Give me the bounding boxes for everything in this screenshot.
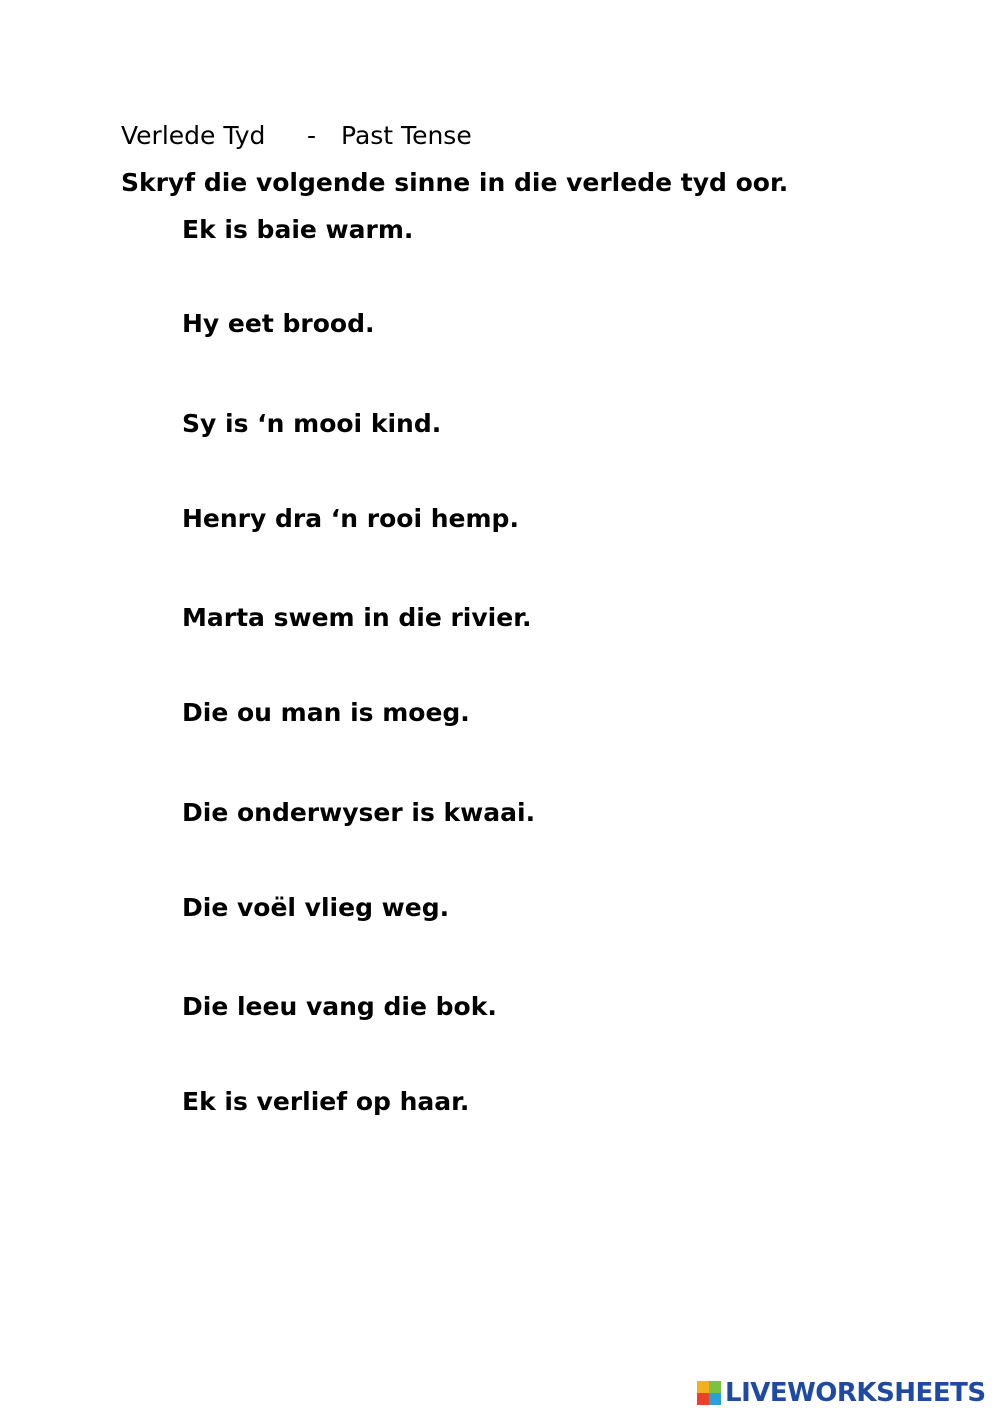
question-text: Sy is ‘n mooi kind. xyxy=(182,409,442,438)
question-text: Marta swem in die rivier. xyxy=(182,603,532,632)
question-text: Ek is baie warm. xyxy=(182,215,414,244)
question-text: Die onderwyser is kwaai. xyxy=(182,798,536,827)
question-text: Die leeu vang die bok. xyxy=(182,992,497,1021)
title-english: Past Tense xyxy=(341,121,472,150)
question-text: Die voël vlieg weg. xyxy=(182,893,450,922)
liveworksheets-logo-icon xyxy=(697,1381,721,1405)
title-afrikaans: Verlede Tyd xyxy=(121,121,266,150)
question-text: Ek is verlief op haar. xyxy=(182,1087,470,1116)
question-text: Henry dra ‘n rooi hemp. xyxy=(182,504,519,533)
logo-square-l xyxy=(697,1381,709,1393)
liveworksheets-logo xyxy=(697,1378,986,1408)
title-dash: - xyxy=(307,121,317,150)
logo-square-i xyxy=(709,1381,721,1393)
logo-wordmark: LIVEWORKSHEETS xyxy=(725,1378,986,1408)
instruction-text: Skryf die volgende sinne in die verlede tyd oor. xyxy=(121,168,789,197)
question-text: Die ou man is moeg. xyxy=(182,698,470,727)
logo-square-e xyxy=(709,1393,721,1405)
question-text: Hy eet brood. xyxy=(182,309,375,338)
logo-square-v xyxy=(697,1393,709,1405)
